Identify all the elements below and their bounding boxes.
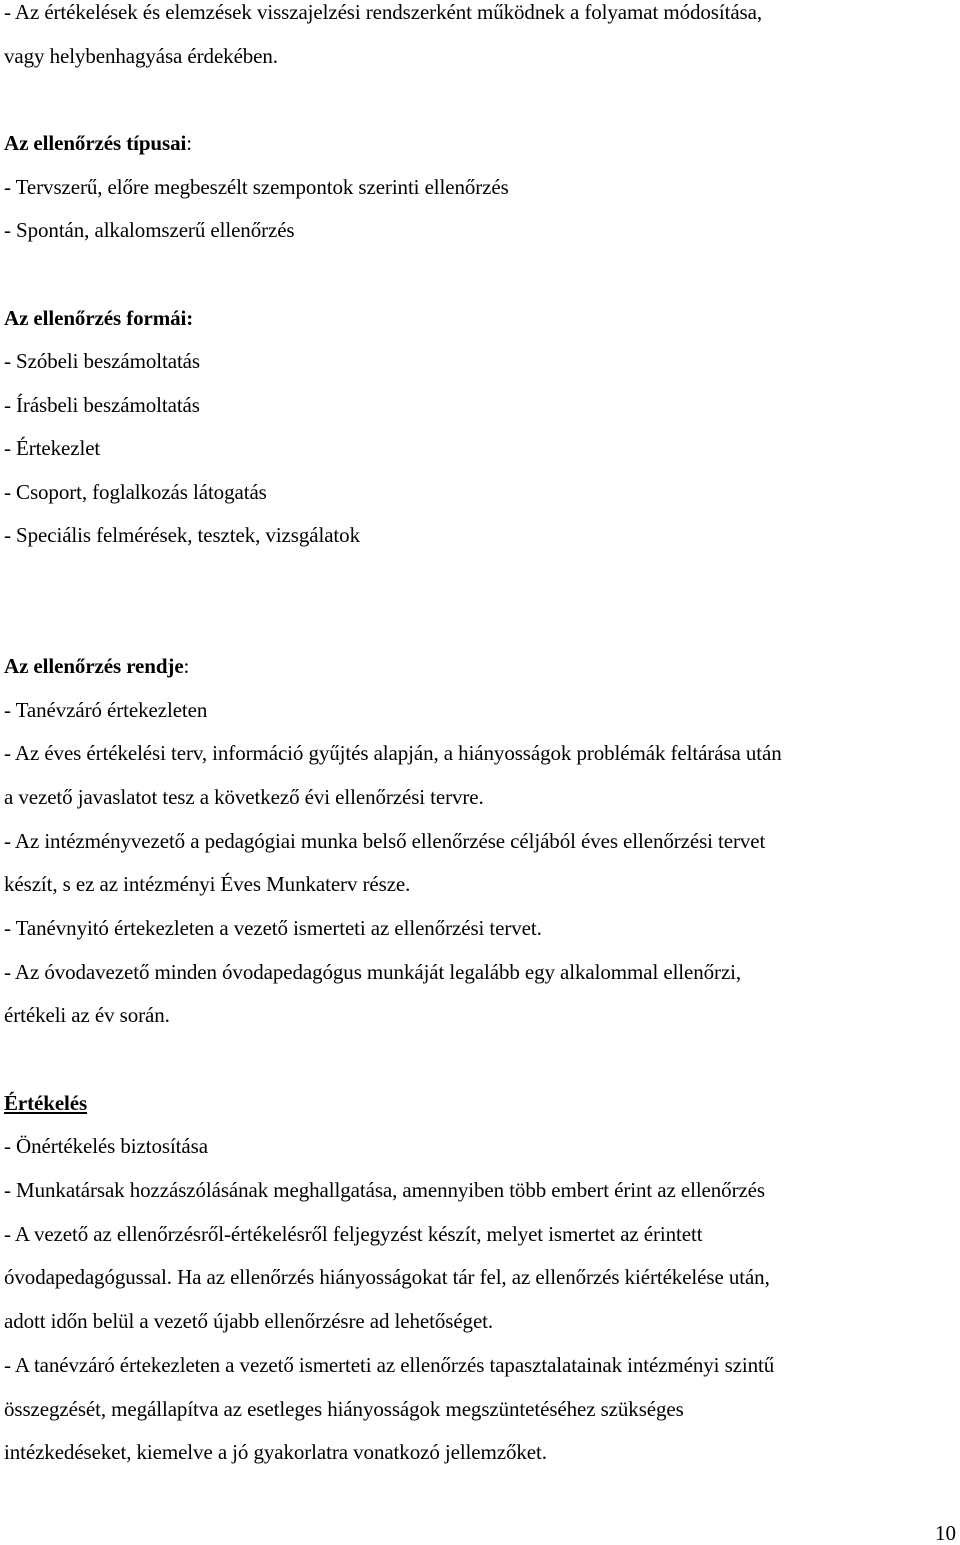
forms-item: - Csoport, foglalkozás látogatás [4,480,267,504]
order-line: - Az intézményvezető a pedagógiai munka belső ellenőrzése céljából éves ellenőrzési tervet [4,829,766,853]
types-heading [4,131,192,155]
types-heading-text: Az ellenőrzés típusai [4,131,187,155]
forms-heading: Az ellenőrzés formái: [4,306,194,330]
order-line: - Az éves értékelési terv, információ gyűjtés alapján, a hiányosságok problémák feltárása után [4,741,782,765]
order-line: a vezető javaslatot tesz a következő évi ellenőrzési tervre. [4,785,484,809]
order-heading [4,654,189,678]
evaluation-line: - Önértékelés biztosítása [4,1134,208,1158]
evaluation-line: intézkedéseket, kiemelve a jó gyakorlatra vonatkozó jellemzőket. [4,1440,547,1464]
intro-line: - Az értékelések és elemzések visszajelzési rendszerként működnek a folyamat módosítása, [4,0,762,24]
evaluation-line: adott időn belül a vezető újabb ellenőrzésre ad lehetőséget. [4,1309,494,1333]
evaluation-line: - Munkatársak hozzászólásának meghallgatása, amennyiben több embert érint az ellenőrzés [4,1178,765,1202]
evaluation-line: összegzését, megállapítva az esetleges hiányosságok megszüntetéséhez szükséges [4,1397,684,1421]
evaluation-line: óvodapedagógussal. Ha az ellenőrzés hiányosságokat tár fel, az ellenőrzés kiértékelése után, [4,1265,770,1289]
order-line: készít, s ez az intézményi Éves Munkaterv része. [4,872,411,896]
order-line: - Tanévzáró értekezleten [4,698,208,722]
evaluation-line: - A tanévzáró értekezleten a vezető ismerteti az ellenőrzés tapasztalatainak intézményi szintű [4,1353,775,1377]
forms-item: - Szóbeli beszámoltatás [4,349,200,373]
types-item: - Tervszerű, előre megbeszélt szempontok szerinti ellenőrzés [4,175,509,199]
types-item: - Spontán, alkalomszerű ellenőrzés [4,218,295,242]
forms-item: - Értekezlet [4,436,101,460]
evaluation-heading: Értékelés [4,1091,88,1115]
page-number: 10 [935,1521,956,1545]
evaluation-line: - A vezető az ellenőrzésről-értékelésről feljegyzést készít, melyet ismertet az érintett [4,1222,703,1246]
order-heading-colon: : [183,654,190,678]
forms-item: - Írásbeli beszámoltatás [4,393,200,417]
intro-line: vagy helybenhagyása érdekében. [4,44,278,68]
order-line: - Az óvodavezető minden óvodapedagógus munkáját legalább egy alkalommal ellenőrzi, [4,960,742,984]
order-line: - Tanévnyitó értekezleten a vezető ismerteti az ellenőrzési tervet. [4,916,542,940]
forms-item: - Speciális felmérések, tesztek, vizsgálatok [4,523,360,547]
order-heading-text: Az ellenőrzés rendje [4,654,184,678]
types-heading-colon: : [186,131,192,155]
order-line: értékeli az év során. [4,1003,170,1027]
